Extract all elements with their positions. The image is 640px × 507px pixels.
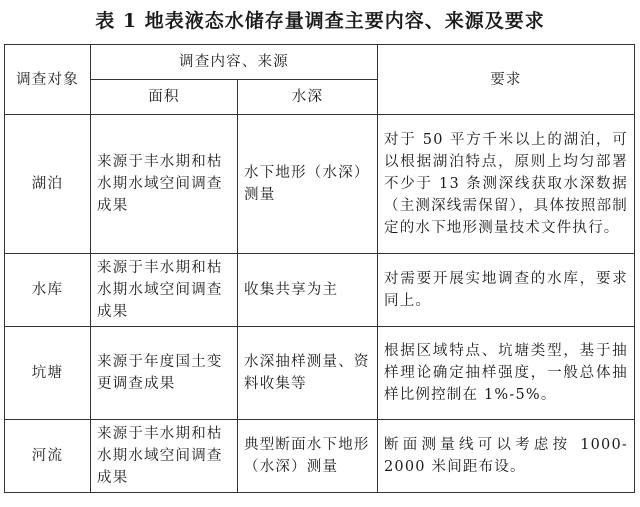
table-row: [5, 327, 635, 420]
table-row: [5, 115, 635, 254]
cell-area: 来源于丰水期和枯水期水域空间调查成果: [91, 420, 238, 493]
table-row: [5, 254, 635, 327]
cell-requirement: 断面测量线可以考虑按 1000-2000 米间距布设。: [378, 420, 635, 493]
header-object: 调查对象: [5, 45, 91, 115]
table-header: [5, 45, 635, 115]
cell-area: 来源于丰水期和枯水期水域空间调查成果: [91, 115, 238, 254]
cell-object: 水库: [5, 254, 91, 327]
cell-area: 来源于年度国土变更调查成果: [91, 327, 238, 420]
header-content-source: 调查内容、来源: [91, 45, 378, 80]
cell-object: 坑塘: [5, 327, 91, 420]
cell-depth: 典型断面水下地形（水深）测量: [238, 420, 378, 493]
header-area: 面积: [91, 80, 238, 115]
survey-table: [4, 44, 635, 493]
cell-area: 来源于丰水期和枯水期水域空间调查成果: [91, 254, 238, 327]
table-row: [5, 420, 635, 493]
cell-requirement: 对于 50 平方千米以上的湖泊，可以根据湖泊特点，原则上均匀部署不少于 13 条测深线获取水深数据（主测深线需保留），具体按照部制定的水下地形测量技术文件执行。: [378, 115, 635, 254]
cell-depth: 收集共享为主: [238, 254, 378, 327]
cell-depth: 水深抽样测量、资料收集等: [238, 327, 378, 420]
cell-requirement: 对需要开展实地调查的水库，要求同上。: [378, 254, 635, 327]
cell-requirement: 根据区域特点、坑塘类型，基于抽样理论确定抽样强度，一般总体抽样比例控制在 1%-5%。: [378, 327, 635, 420]
cell-depth: 水下地形（水深）测量: [238, 115, 378, 254]
header-depth: 水深: [238, 80, 378, 115]
header-requirement: 要求: [378, 45, 635, 115]
cell-object: 河流: [5, 420, 91, 493]
cell-object: 湖泊: [5, 115, 91, 254]
table-title: 表 1 地表液态水储存量调查主要内容、来源及要求: [95, 10, 545, 32]
